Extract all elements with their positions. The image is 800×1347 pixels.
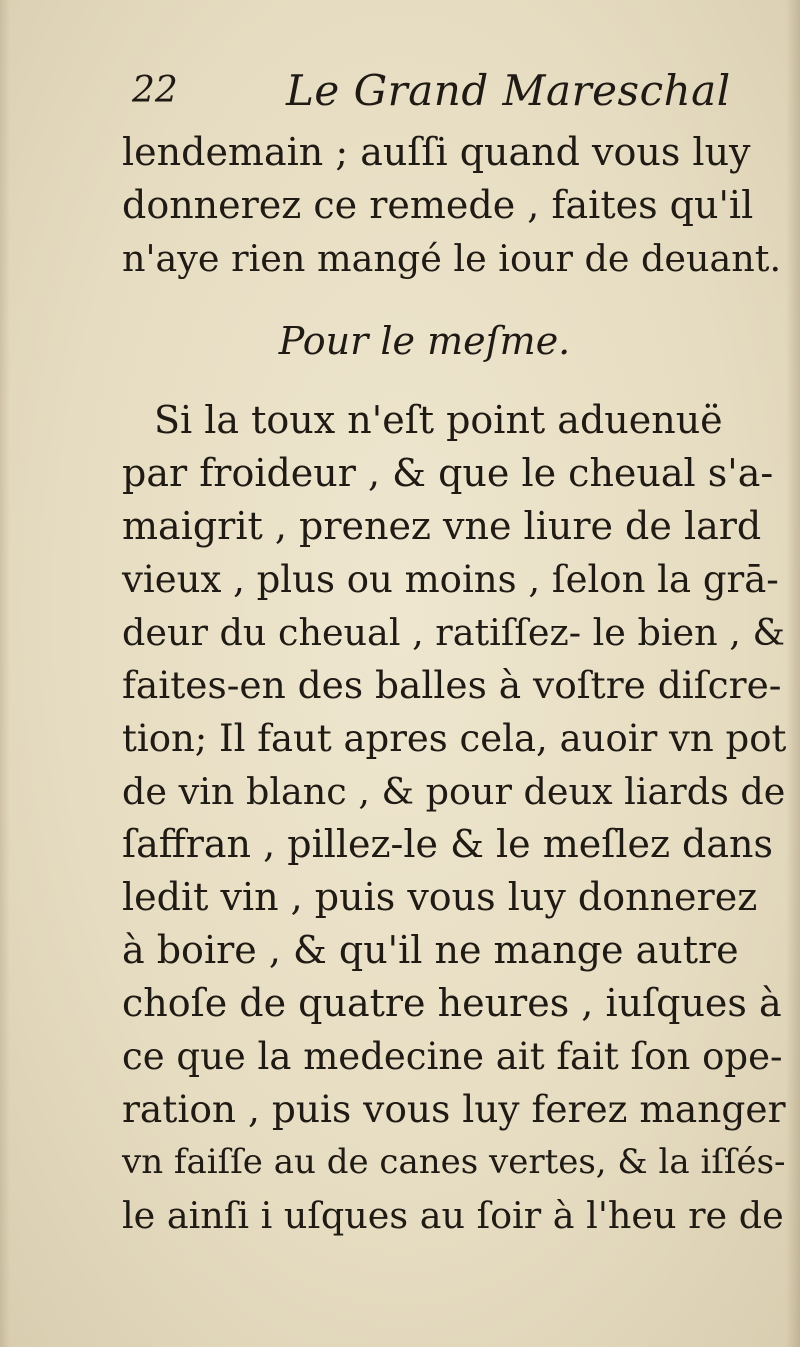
text-line: à boire , & qu'il ne mange autre bbox=[122, 928, 739, 972]
page-edge-shadow bbox=[786, 0, 800, 1347]
text-line: choſe de quatre heures , iuſques à bbox=[122, 981, 782, 1025]
page-number: 22 bbox=[132, 70, 178, 111]
text-line: faites-en des balles à voſtre diſcre- bbox=[122, 663, 782, 707]
text-line: de vin blanc , & pour deux liards de bbox=[122, 770, 786, 813]
page-header bbox=[118, 66, 731, 126]
text-line: le ainſi i uſques au ſoir à l'heu re de bbox=[122, 1194, 784, 1237]
text-line: donnerez ce remede , faites qu'il bbox=[122, 183, 754, 227]
text-line: tion; Il faut apres cela, auoir vn pot bbox=[122, 717, 787, 760]
text-line: deur du cheual , ratiſſez- le bien , & bbox=[122, 611, 785, 654]
text-line: vieux , plus ou moins , ſelon la grā- bbox=[122, 558, 779, 601]
text-line: ration , puis vous luy ferez manger bbox=[122, 1087, 786, 1131]
text-line: n'aye rien mangé le iour de deuant. bbox=[122, 237, 782, 280]
text-line: ſaffran , pillez-le & le meſlez dans bbox=[122, 822, 774, 866]
text-line: maigrit , prenez vne liure de lard bbox=[122, 504, 762, 548]
text-line: lendemain ; auſſi quand vous luy bbox=[122, 130, 751, 174]
running-title: Le Grand Mareschal bbox=[286, 66, 731, 115]
body-text bbox=[122, 126, 787, 1242]
text-line: Si la toux n'eſt point aduenuë bbox=[154, 398, 723, 442]
text-line: ce que la medecine ait fait ſon ope- bbox=[122, 1035, 783, 1078]
page-gutter-shadow bbox=[0, 0, 10, 1347]
text-line: vn faiſſe au de canes vertes, & la iſſés- bbox=[122, 1142, 786, 1182]
text-line: par froideur , & que le cheual s'a- bbox=[122, 451, 774, 495]
text-line: ledit vin , puis vous luy donnerez bbox=[122, 875, 758, 919]
section-heading: Pour le meſme. bbox=[278, 319, 571, 363]
